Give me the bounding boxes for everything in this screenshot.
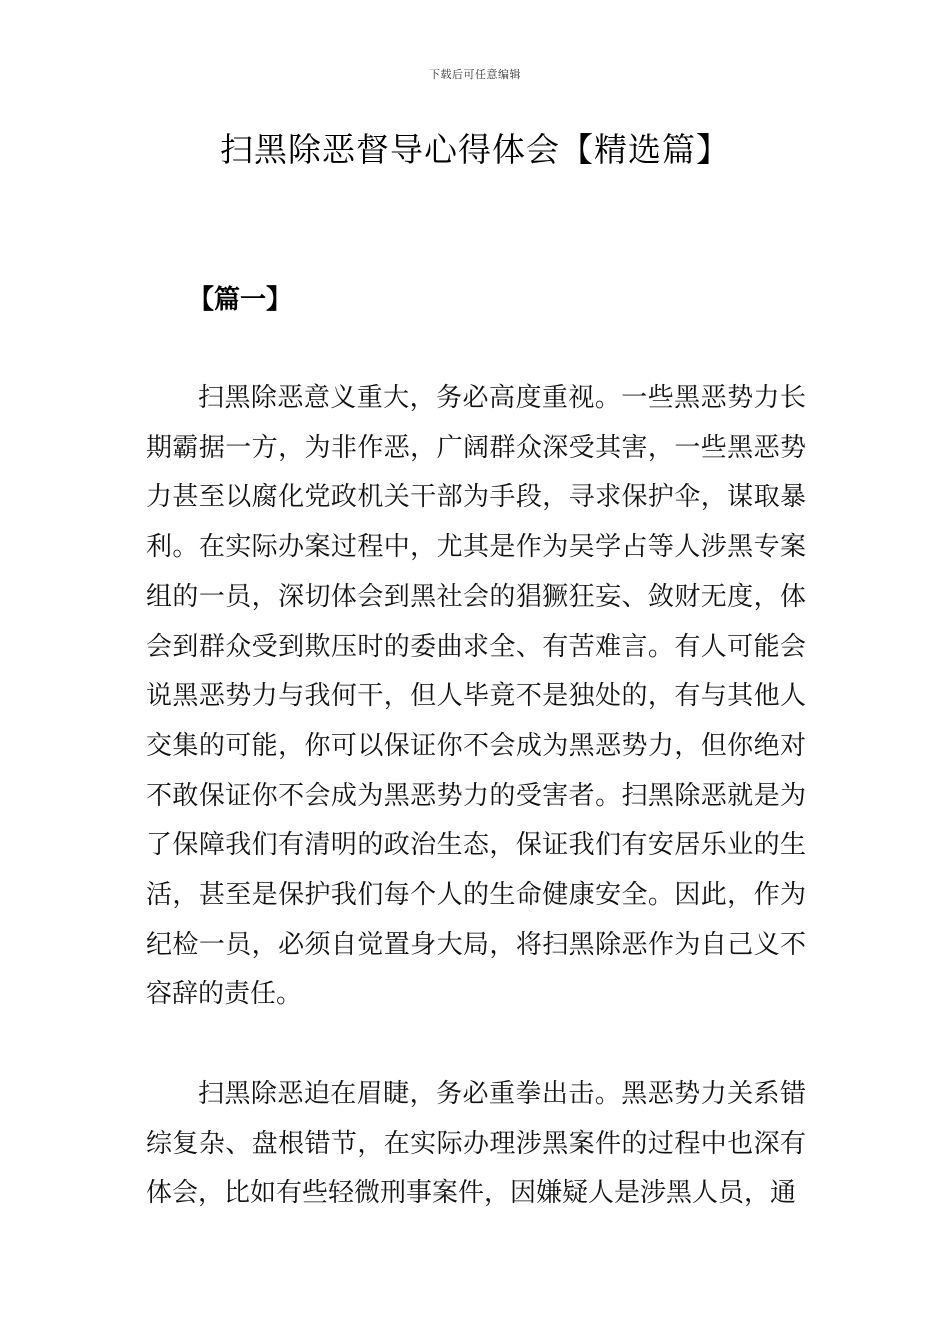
body-paragraph-1: 扫黑除恶意义重大，务必高度重视。一些黑恶势力长期霸据一方，为非作恶，广阔群众深受其害，一些黑恶势力甚至以腐化党政机关干部为手段，寻求保护伞，谋取暴利。在实际办案过程中，尤其是作为吴学占等人涉黑专案组的一员，深切体会到黑社会的猖獗狂妄、敛财无度，体会到群众受到欺压时的委曲求全、有苦难言。有人可能会说黑恶势力与我何干，但人毕竟不是独处的，有与其他人交集的可能，你可以保证你不会成为黑恶势力，但你绝对不敢保证你不会成为黑恶势力的受害者。扫黑除恶就是为了保障我们有清明的政治生态，保证我们有安居乐业的生活，甚至是保护我们每个人的生命健康安全。因此，作为纪检一员，必须自觉置身大局，将扫黑除恶作为自己义不容辞的责任。 [146,383,806,1010]
section-heading: 【篇一】 [188,285,293,315]
body-paragraph-2: 扫黑除恶迫在眉睫，务必重拳出击。黑恶势力关系错综复杂、盘根错节，在实际办理涉黑案件的过程中也深有体会，比如有些轻微刑事案件，因嫌疑人是涉黑人员，通 [146,1079,806,1209]
document-title: 扫黑除恶督导心得体会【精选篇】 [220,130,730,169]
header-note: 下载后可任意编辑 [429,68,521,81]
